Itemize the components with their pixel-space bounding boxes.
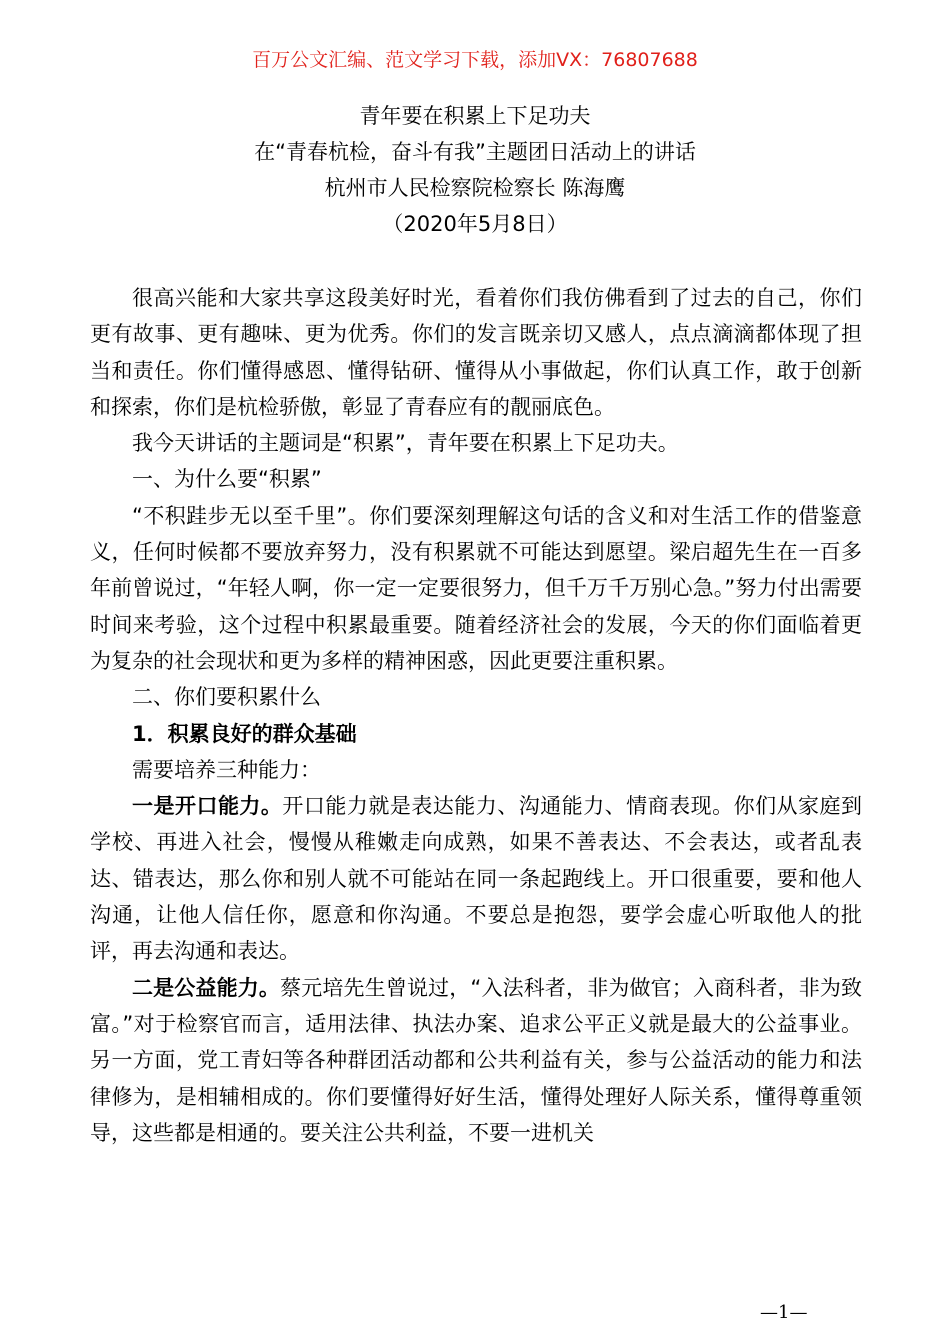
paragraph: 我今天讲话的主题词是“积累”，青年要在积累上下足功夫。 <box>132 431 679 456</box>
paragraph: 很高兴能和大家共享这段美好时光，看着你们我仿佛看到了过去的自己，你们更有故事、更有趣味、更为优秀。你们的发言既亲切又感人，点点滴滴都体现了担当和责任。你们懂得感恩、懂得钻研、懂得从小事做起，你们认真工作，敢于创新和探索，你们是杭检骄傲，彰显了青春应有的靓丽底色。 <box>90 286 862 419</box>
section-heading: 一、为什么要“积累” <box>132 467 322 492</box>
document-body <box>90 280 862 1151</box>
subsection-heading: 1．积累良好的群众基础 <box>132 721 357 746</box>
watermark-banner: 百万公文汇编、范文学习下载，添加VX：76807688 <box>252 49 698 71</box>
paragraph-lead: 二是公益能力。 <box>132 975 281 1000</box>
paragraph: 需要培养三种能力： <box>132 757 321 782</box>
paragraph-with-lead <box>90 970 862 1151</box>
document-subtitle: 在“青春杭检，奋斗有我”主题团日活动上的讲话 <box>254 140 696 164</box>
paragraph-lead: 一是开口能力。 <box>132 794 283 819</box>
document-header <box>0 98 950 242</box>
paragraph-text: 开口能力就是表达能力、沟通能力、情商表现。你们从家庭到学校、再进入社会，慢慢从稚嫩走向成熟，如果不善表达、不会表达，或者乱表达、错表达，那么你和别人就不可能站在同一条起跑线上。开口很重要，要和他人沟通，让他人信任你，愿意和你沟通。不要总是抱怨，要学会虚心听取他人的批评，再去沟通和表达。 <box>90 794 863 964</box>
page-number: —1— <box>760 1302 808 1323</box>
paragraph-text: 蔡元培先生曾说过，“入法科者，非为做官；入商科者，非为致富。”对于检察官而言，适用法律、执法办案、追求公平正义就是最大的公益事业。另一方面，党工青妇等各种群团活动都和公共利益有关，参与公益活动的能力和法律修为，是相辅相成的。你们要懂得好好生活，懂得处理好人际关系，懂得尊重领导，这些都是相通的。要关注公共利益，不要一进机关 <box>90 975 862 1145</box>
document-title: 青年要在积累上下足功夫 <box>359 104 591 128</box>
paragraph: “不积跬步无以至千里”。你们要深刻理解这句话的含义和对生活工作的借鉴意义，任何时候都不要放弃努力，没有积累就不可能达到愿望。梁启超先生在一百多年前曾说过，“年轻人啊，你一定一定要很努力，但千万千万别心急。”努力付出需要时间来考验，这个过程中积累最重要。随着经济社会的发展，今天的你们面临着更为复杂的社会现状和更为多样的精神困惑，因此更要注重积累。 <box>90 503 862 673</box>
date-line: （2020年5月8日） <box>382 212 568 236</box>
section-heading: 二、你们要积累什么 <box>132 685 321 710</box>
paragraph-with-lead <box>90 788 862 969</box>
speaker-line: 杭州市人民检察院检察长 陈海鹰 <box>324 176 626 200</box>
